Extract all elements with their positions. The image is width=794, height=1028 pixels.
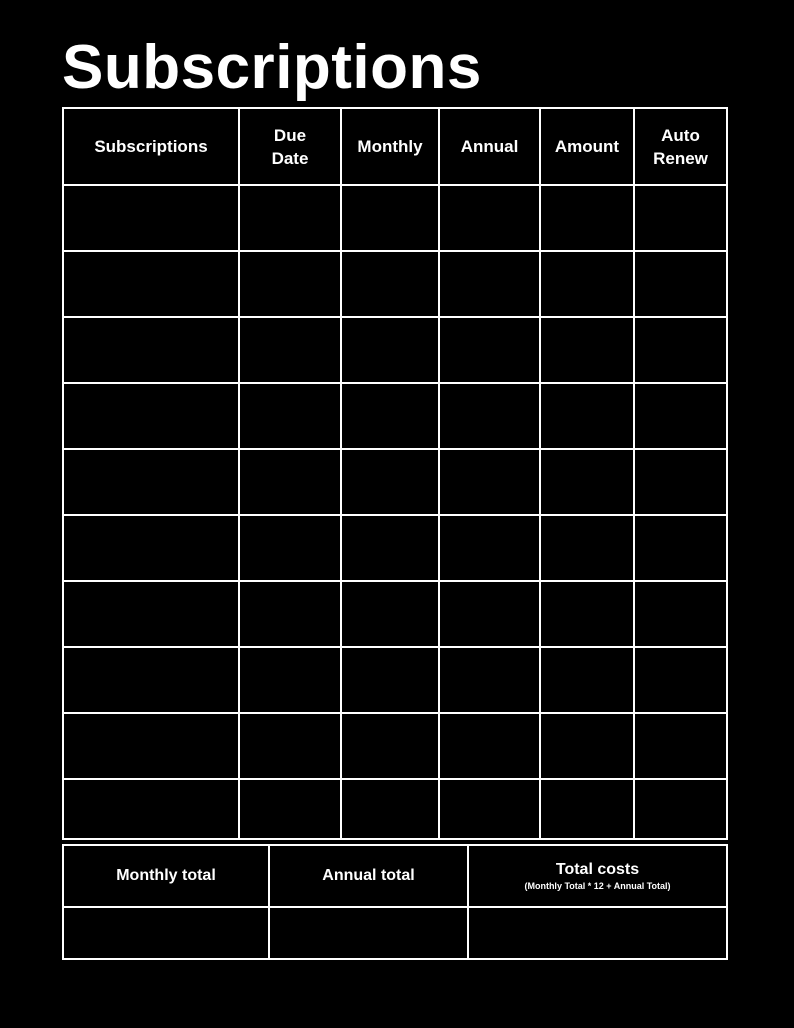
- monthly-total-label: Monthly total: [63, 845, 269, 907]
- annual-total-cell[interactable]: [269, 907, 468, 959]
- auto-renew-cell[interactable]: [634, 647, 727, 713]
- subscription-cell[interactable]: [63, 779, 239, 839]
- monthly-cell[interactable]: [341, 515, 439, 581]
- monthly-cell[interactable]: [341, 251, 439, 317]
- auto-renew-cell[interactable]: [634, 449, 727, 515]
- amount-cell[interactable]: [540, 779, 634, 839]
- table-row: [63, 647, 727, 713]
- due-date-cell[interactable]: [239, 713, 341, 779]
- auto-renew-cell[interactable]: [634, 779, 727, 839]
- annual-cell[interactable]: [439, 647, 540, 713]
- total-costs-label: Total costs: [555, 861, 640, 878]
- amount-cell[interactable]: [540, 317, 634, 383]
- annual-cell[interactable]: [439, 581, 540, 647]
- auto-renew-cell[interactable]: [634, 317, 727, 383]
- totals-value-row: [63, 907, 727, 959]
- monthly-cell[interactable]: [341, 713, 439, 779]
- total-costs-formula: (Monthly Total * 12 + Annual Total): [524, 881, 671, 891]
- monthly-cell[interactable]: [341, 449, 439, 515]
- subscription-cell[interactable]: [63, 251, 239, 317]
- table-row: [63, 383, 727, 449]
- due-date-cell[interactable]: [239, 185, 341, 251]
- page-title: Subscriptions: [62, 33, 482, 102]
- column-header-amount: Amount: [540, 108, 634, 185]
- subscriptions-table: [62, 107, 728, 840]
- column-header-monthly: Monthly: [341, 108, 439, 185]
- amount-cell[interactable]: [540, 185, 634, 251]
- subscription-cell[interactable]: [63, 515, 239, 581]
- monthly-cell[interactable]: [341, 647, 439, 713]
- subscription-cell[interactable]: [63, 449, 239, 515]
- monthly-cell[interactable]: [341, 317, 439, 383]
- table-row: [63, 779, 727, 839]
- auto-renew-cell[interactable]: [634, 251, 727, 317]
- annual-cell[interactable]: [439, 515, 540, 581]
- annual-cell[interactable]: [439, 449, 540, 515]
- annual-cell[interactable]: [439, 251, 540, 317]
- header-row: [63, 108, 727, 185]
- amount-cell[interactable]: [540, 647, 634, 713]
- due-date-cell[interactable]: [239, 581, 341, 647]
- subscription-cell[interactable]: [63, 185, 239, 251]
- auto-renew-cell[interactable]: [634, 185, 727, 251]
- annual-cell[interactable]: [439, 383, 540, 449]
- table-body: [63, 185, 727, 839]
- annual-total-label: Annual total: [269, 845, 468, 907]
- total-costs-header: [468, 845, 727, 907]
- subscription-cell[interactable]: [63, 581, 239, 647]
- amount-cell[interactable]: [540, 713, 634, 779]
- auto-renew-cell[interactable]: [634, 383, 727, 449]
- table-row: [63, 317, 727, 383]
- due-date-cell[interactable]: [239, 251, 341, 317]
- amount-cell[interactable]: [540, 515, 634, 581]
- due-date-cell[interactable]: [239, 779, 341, 839]
- total-costs-cell[interactable]: [468, 907, 727, 959]
- due-date-cell[interactable]: [239, 647, 341, 713]
- table-row: [63, 251, 727, 317]
- monthly-cell[interactable]: [341, 383, 439, 449]
- monthly-cell[interactable]: [341, 581, 439, 647]
- table-row: [63, 185, 727, 251]
- due-date-cell[interactable]: [239, 317, 341, 383]
- monthly-cell[interactable]: [341, 779, 439, 839]
- column-header-annual: Annual: [439, 108, 540, 185]
- amount-cell[interactable]: [540, 449, 634, 515]
- due-date-cell[interactable]: [239, 515, 341, 581]
- column-header-subscriptions: Subscriptions: [63, 108, 239, 185]
- column-header-auto-renew: Auto Renew: [634, 108, 727, 185]
- totals-table: [62, 844, 728, 960]
- due-date-cell[interactable]: [239, 383, 341, 449]
- subscription-cell[interactable]: [63, 383, 239, 449]
- table-row: [63, 713, 727, 779]
- auto-renew-cell[interactable]: [634, 515, 727, 581]
- amount-cell[interactable]: [540, 383, 634, 449]
- amount-cell[interactable]: [540, 251, 634, 317]
- subscription-cell[interactable]: [63, 713, 239, 779]
- column-header-due-date: Due Date: [239, 108, 341, 185]
- monthly-cell[interactable]: [341, 185, 439, 251]
- annual-cell[interactable]: [439, 713, 540, 779]
- totals-header-row: [63, 845, 727, 907]
- annual-cell[interactable]: [439, 317, 540, 383]
- subscription-cell[interactable]: [63, 317, 239, 383]
- annual-cell[interactable]: [439, 779, 540, 839]
- table-row: [63, 515, 727, 581]
- amount-cell[interactable]: [540, 581, 634, 647]
- due-date-cell[interactable]: [239, 449, 341, 515]
- auto-renew-cell[interactable]: [634, 713, 727, 779]
- annual-cell[interactable]: [439, 185, 540, 251]
- table-row: [63, 449, 727, 515]
- subscription-cell[interactable]: [63, 647, 239, 713]
- auto-renew-cell[interactable]: [634, 581, 727, 647]
- table-row: [63, 581, 727, 647]
- monthly-total-cell[interactable]: [63, 907, 269, 959]
